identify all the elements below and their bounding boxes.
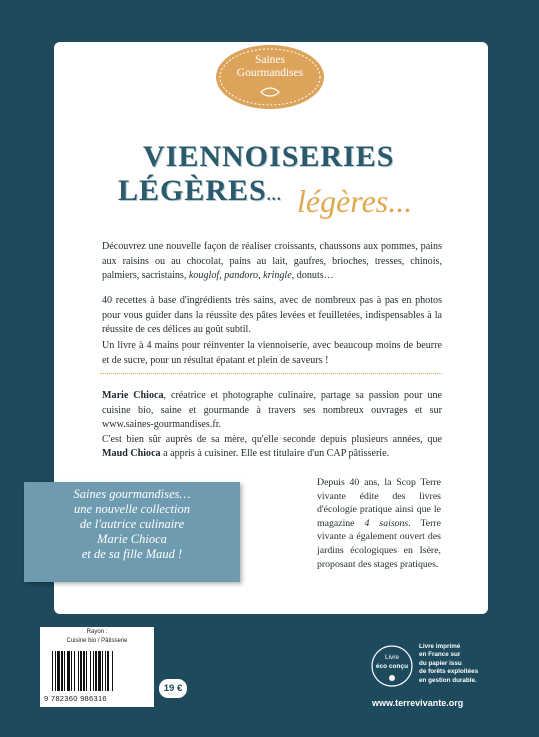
rayon-category: Cuisine bio / Pâtisserie [66, 638, 128, 644]
title-line-3: légères... [297, 183, 413, 219]
eco-label-line1: Livre [384, 654, 400, 661]
badge-text: Saines Gourmandises [236, 54, 304, 79]
dotted-separator [100, 373, 442, 374]
website-link[interactable]: www.terrevivante.org [372, 698, 464, 708]
isbn-number: 9 782360 986316 [44, 694, 107, 703]
collection-callout-text: Saines gourmandises… une nouvelle collection de l'autrice culinaire Marie Chioca et de sa fille Maud ! [73, 487, 191, 561]
description-paragraph-1: Découvrez une nouvelle façon de réaliser croissants, chaussons aux pommes, pains aux raisins ou au chocolat, pains au lait, gaufres, brioches, tresses, chinois, palmiers, sacristains, kouglof, pandoro, kringle, donuts… [102, 241, 442, 282]
description-paragraph-3: Un livre à 4 mains pour réinventer la viennoiserie, avec beaucoup moins de beurre et de sucre, pour un résultat épatant et plein de saveurs ! [102, 340, 442, 366]
price-tag: 19 € [159, 679, 187, 698]
rayon-label: Rayon : [86, 629, 108, 635]
eco-note: Livre imprimé en France sur du papier issu de forêts exploitées en gestion durable. [419, 643, 479, 684]
eco-label-line2: éco conçu [375, 663, 409, 670]
title-line-2: LÉGÈRES... [118, 174, 282, 207]
description-paragraph-2: 40 recettes à base d'ingrédients très sains, avec de nombreux pas à pas en photos pour vous guider dans la réussite des pâtes levées et feuilletées, indispensables à la réussite de ces délices au goût subtil. [102, 295, 442, 336]
title-line-1: VIENNOISERIES [143, 140, 395, 173]
publisher-paragraph: Depuis 40 ans, la Scop Terre vivante édite des livres d'écologie pratique ainsi que le magazine 4 saisons. Terre vivante a également ouvert des jardins écologiques en Isère, proposant des stages pratiques. [317, 477, 442, 570]
author-paragraph: Marie Chioca, créatrice et photographe culinaire, partage sa passion pour une cuisine bio, saine et gourmande à travers ses nombreux ouvrages et sur www.saines-gourmandises.fr. C'est bien sûr auprès de sa mère, qu'elle seconde depuis plusieurs années, que Maud Chioca a appris à cuisiner. Elle est titulaire d'un CAP pâtisserie. [102, 390, 442, 460]
barcode-image [52, 651, 144, 693]
